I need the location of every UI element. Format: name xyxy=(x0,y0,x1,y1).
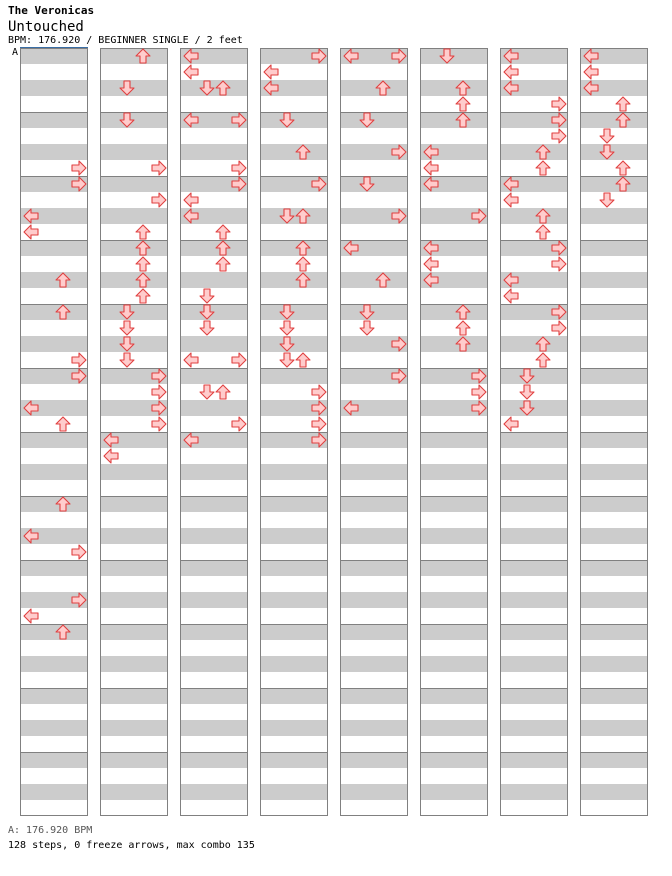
artist-name: The Veronicas xyxy=(8,4,95,17)
left-arrow-icon xyxy=(184,65,198,79)
beat-stripe xyxy=(100,624,168,640)
beat-stripe xyxy=(180,560,248,576)
beat-stripe xyxy=(500,560,568,576)
beat-stripe xyxy=(580,592,648,608)
beat-stripe xyxy=(420,720,488,736)
chart-column xyxy=(20,48,88,816)
right-arrow-icon xyxy=(152,417,166,431)
left-arrow-icon xyxy=(104,449,118,463)
beat-stripe xyxy=(500,144,568,160)
down-arrow-icon xyxy=(200,321,214,335)
beat-stripe xyxy=(420,624,488,640)
up-arrow-icon xyxy=(616,161,630,175)
right-arrow-icon xyxy=(232,417,246,431)
down-arrow-icon xyxy=(600,193,614,207)
beat-stripe xyxy=(420,656,488,672)
beat-stripe xyxy=(180,720,248,736)
beat-stripe xyxy=(580,240,648,256)
left-arrow-icon xyxy=(504,289,518,303)
down-arrow-icon xyxy=(120,321,134,335)
left-arrow-icon xyxy=(424,257,438,271)
beat-stripe xyxy=(340,560,408,576)
chart-column xyxy=(580,48,648,816)
beat-stripe xyxy=(580,528,648,544)
beat-stripe xyxy=(580,720,648,736)
beat-stripe xyxy=(100,272,168,288)
beat-stripe xyxy=(20,624,88,640)
beat-stripe xyxy=(20,80,88,96)
beat-stripe xyxy=(20,560,88,576)
right-arrow-icon xyxy=(232,353,246,367)
beat-stripe xyxy=(260,240,328,256)
beat-stripe xyxy=(500,432,568,448)
beat-stripe xyxy=(20,688,88,704)
beat-stripe xyxy=(100,720,168,736)
beat-stripe xyxy=(420,336,488,352)
beat-stripe xyxy=(500,208,568,224)
beat-stripe xyxy=(20,464,88,480)
beat-stripe xyxy=(260,272,328,288)
beat-stripe xyxy=(500,464,568,480)
beat-stripe xyxy=(20,336,88,352)
right-arrow-icon xyxy=(232,161,246,175)
chart-column xyxy=(180,48,248,816)
beat-stripe xyxy=(20,752,88,768)
up-arrow-icon xyxy=(536,225,550,239)
beat-stripe xyxy=(580,400,648,416)
beat-stripe xyxy=(420,688,488,704)
bpm-marker: A xyxy=(12,47,19,58)
beat-stripe xyxy=(20,784,88,800)
beat-stripe xyxy=(180,272,248,288)
beat-stripe xyxy=(20,272,88,288)
beat-stripe xyxy=(580,432,648,448)
down-arrow-icon xyxy=(280,353,294,367)
up-arrow-icon xyxy=(296,353,310,367)
beat-stripe xyxy=(20,656,88,672)
right-arrow-icon xyxy=(312,385,326,399)
right-arrow-icon xyxy=(72,353,86,367)
beat-stripe xyxy=(100,784,168,800)
beat-stripe xyxy=(20,432,88,448)
beat-stripe xyxy=(260,784,328,800)
up-arrow-icon xyxy=(536,353,550,367)
beat-stripe xyxy=(340,752,408,768)
down-arrow-icon xyxy=(200,385,214,399)
beat-stripe xyxy=(180,464,248,480)
left-arrow-icon xyxy=(504,417,518,431)
beat-stripe xyxy=(340,496,408,512)
up-arrow-icon xyxy=(536,161,550,175)
beat-stripe xyxy=(580,688,648,704)
beat-stripe xyxy=(420,432,488,448)
beat-stripe xyxy=(180,688,248,704)
chart-column xyxy=(340,48,408,816)
beat-stripe xyxy=(180,400,248,416)
beat-stripe xyxy=(260,368,328,384)
beat-stripe xyxy=(500,496,568,512)
beat-stripe xyxy=(340,688,408,704)
beat-stripe xyxy=(260,496,328,512)
beat-stripe xyxy=(580,336,648,352)
up-arrow-icon xyxy=(456,97,470,111)
beat-stripe xyxy=(580,368,648,384)
beat-stripe xyxy=(500,336,568,352)
beat-stripe xyxy=(420,304,488,320)
beat-stripe xyxy=(100,656,168,672)
beat-stripe xyxy=(20,144,88,160)
beat-stripe xyxy=(100,528,168,544)
beat-stripe xyxy=(180,656,248,672)
right-arrow-icon xyxy=(152,193,166,207)
down-arrow-icon xyxy=(360,321,374,335)
right-arrow-icon xyxy=(72,161,86,175)
beat-stripe xyxy=(260,624,328,640)
song-title: Untouched xyxy=(8,19,84,35)
beat-stripe xyxy=(260,144,328,160)
beat-stripe xyxy=(180,752,248,768)
right-arrow-icon xyxy=(552,321,566,335)
beat-stripe xyxy=(500,656,568,672)
right-arrow-icon xyxy=(472,385,486,399)
beat-stripe xyxy=(100,208,168,224)
beat-stripe xyxy=(260,656,328,672)
left-arrow-icon xyxy=(504,193,518,207)
beat-stripe xyxy=(420,464,488,480)
beat-stripe xyxy=(180,336,248,352)
beat-stripe xyxy=(500,528,568,544)
left-arrow-icon xyxy=(264,65,278,79)
beat-stripe xyxy=(100,464,168,480)
beat-stripe xyxy=(100,752,168,768)
beat-stripe xyxy=(260,464,328,480)
beat-stripe xyxy=(580,464,648,480)
beat-stripe xyxy=(420,528,488,544)
beat-stripe xyxy=(260,720,328,736)
beat-stripe xyxy=(260,528,328,544)
beat-stripe xyxy=(500,720,568,736)
beat-stripe xyxy=(20,240,88,256)
beat-stripe xyxy=(340,784,408,800)
beat-stripe xyxy=(180,368,248,384)
down-arrow-icon xyxy=(120,353,134,367)
left-arrow-icon xyxy=(24,609,38,623)
beat-stripe xyxy=(500,784,568,800)
down-arrow-icon xyxy=(280,321,294,335)
beat-stripe xyxy=(100,48,168,64)
beat-stripe xyxy=(580,208,648,224)
beat-stripe xyxy=(100,240,168,256)
beat-stripe xyxy=(500,752,568,768)
beat-stripe xyxy=(180,240,248,256)
beat-stripe xyxy=(180,592,248,608)
right-arrow-icon xyxy=(552,257,566,271)
left-arrow-icon xyxy=(184,193,198,207)
beat-stripe xyxy=(260,560,328,576)
beat-stripe xyxy=(580,752,648,768)
chart-summary: 128 steps, 0 freeze arrows, max combo 135 xyxy=(8,840,255,851)
up-arrow-icon xyxy=(456,321,470,335)
beat-stripe xyxy=(580,496,648,512)
right-arrow-icon xyxy=(152,161,166,175)
beat-stripe xyxy=(20,496,88,512)
beat-stripe xyxy=(420,784,488,800)
beat-stripe xyxy=(420,112,488,128)
beat-stripe xyxy=(500,624,568,640)
beat-stripe xyxy=(580,624,648,640)
left-arrow-icon xyxy=(184,353,198,367)
beat-stripe xyxy=(180,144,248,160)
beat-stripe xyxy=(180,784,248,800)
beat-stripe xyxy=(340,464,408,480)
left-arrow-icon xyxy=(584,65,598,79)
up-arrow-icon xyxy=(216,225,230,239)
beat-stripe xyxy=(420,560,488,576)
beat-stripe xyxy=(100,592,168,608)
beat-stripe xyxy=(500,592,568,608)
beat-stripe xyxy=(340,656,408,672)
up-arrow-icon xyxy=(216,257,230,271)
chart-info: BPM: 176.920 / BEGINNER SINGLE / 2 feet xyxy=(8,35,243,46)
beat-stripe xyxy=(420,496,488,512)
beat-stripe xyxy=(180,496,248,512)
beat-stripe xyxy=(580,112,648,128)
beat-stripe xyxy=(340,592,408,608)
up-arrow-icon xyxy=(136,289,150,303)
bpm-legend: A: 176.920 BPM xyxy=(8,825,93,836)
beat-stripe xyxy=(420,592,488,608)
beat-stripe xyxy=(580,176,648,192)
beat-stripe xyxy=(420,752,488,768)
beat-stripe xyxy=(500,688,568,704)
left-arrow-icon xyxy=(504,65,518,79)
right-arrow-icon xyxy=(152,385,166,399)
beat-stripe xyxy=(260,688,328,704)
beat-stripe xyxy=(580,656,648,672)
up-arrow-icon xyxy=(296,257,310,271)
beat-stripe xyxy=(580,272,648,288)
beat-stripe xyxy=(580,784,648,800)
beat-stripe xyxy=(20,112,88,128)
beat-stripe xyxy=(20,720,88,736)
beat-stripe xyxy=(180,624,248,640)
beat-stripe xyxy=(340,80,408,96)
left-arrow-icon xyxy=(424,161,438,175)
beat-stripe xyxy=(340,720,408,736)
left-arrow-icon xyxy=(24,225,38,239)
up-arrow-icon xyxy=(56,417,70,431)
beat-stripe xyxy=(20,48,88,64)
right-arrow-icon xyxy=(552,129,566,143)
right-arrow-icon xyxy=(72,545,86,559)
down-arrow-icon xyxy=(600,129,614,143)
chart-column xyxy=(100,48,168,816)
beat-stripe xyxy=(100,176,168,192)
beat-stripe xyxy=(180,528,248,544)
beat-stripe xyxy=(580,304,648,320)
up-arrow-icon xyxy=(216,385,230,399)
beat-stripe xyxy=(420,80,488,96)
beat-stripe xyxy=(20,304,88,320)
down-arrow-icon xyxy=(200,289,214,303)
up-arrow-icon xyxy=(616,97,630,111)
beat-stripe xyxy=(260,592,328,608)
beat-stripe xyxy=(260,752,328,768)
chart-column xyxy=(260,48,328,816)
up-arrow-icon xyxy=(136,225,150,239)
beat-stripe xyxy=(340,624,408,640)
beat-stripe xyxy=(340,272,408,288)
beat-stripe xyxy=(580,560,648,576)
chart-column xyxy=(500,48,568,816)
beat-stripe xyxy=(100,560,168,576)
beat-stripe xyxy=(100,496,168,512)
beat-stripe xyxy=(100,144,168,160)
beat-stripe xyxy=(340,528,408,544)
beat-stripe xyxy=(100,688,168,704)
right-arrow-icon xyxy=(552,97,566,111)
beat-stripe xyxy=(340,432,408,448)
down-arrow-icon xyxy=(520,385,534,399)
right-arrow-icon xyxy=(312,417,326,431)
up-arrow-icon xyxy=(136,257,150,271)
